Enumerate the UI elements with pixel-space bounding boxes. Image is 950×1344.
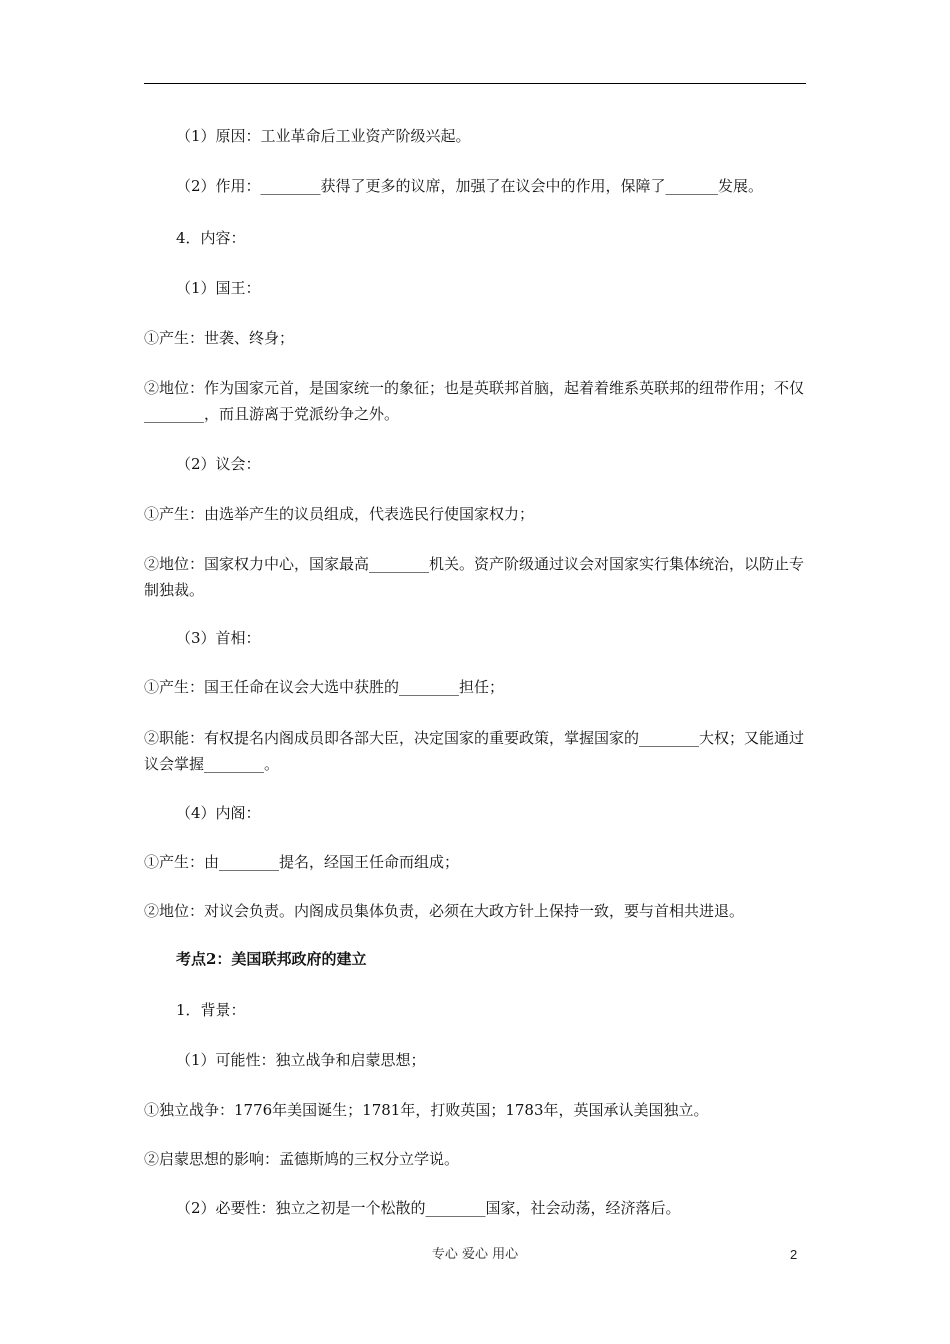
paragraph-pm-origin: ①产生：国王任命在议会大选中获胜的________担任； [144, 678, 505, 696]
paragraph-cabinet-status: ②地位：对议会负责。内阁成员集体负责，必须在大政方针上保持一致，要与首相共进退。 [144, 902, 745, 920]
footer-motto: 专心 爱心 用心 [431, 1247, 519, 1262]
paragraph-parliament-origin: ①产生：由选举产生的议员组成，代表选民行使国家权力； [144, 505, 535, 523]
paragraph-king-origin: ①产生：世袭、终身； [144, 329, 295, 347]
subheading-prime-minister: （3）首相： [176, 629, 261, 647]
subheading-parliament: （2）议会： [176, 455, 261, 473]
paragraph-pm-duties: ②职能：有权提名内阁成员即各部大臣，决定国家的重要政策，掌握国家的________大权；又能通过议会掌握________。 [144, 729, 805, 773]
section-heading-content: 4．内容： [176, 229, 246, 247]
paragraph-independence-war: ①独立战争：1776年美国诞生；1781年，打败英国；1783年，英国承认美国独立。 [144, 1101, 709, 1119]
paragraph-parliament-status: ②地位：国家权力中心，国家最高________机关。资产阶级通过议会对国家实行集体统治，以防止专制独裁。 [144, 555, 805, 599]
subheading-cabinet: （4）内阁： [176, 804, 261, 822]
paragraph-cause: （1）原因：工业革命后工业资产阶级兴起。 [176, 127, 471, 145]
paragraph-necessity: （2）必要性：独立之初是一个松散的________国家，社会动荡，经济落后。 [176, 1199, 681, 1217]
section-title-point-2: 考点2：美国联邦政府的建立 [176, 950, 367, 968]
paragraph-enlightenment: ②启蒙思想的影响：孟德斯鸠的三权分立学说。 [144, 1150, 460, 1168]
paragraph-cabinet-origin: ①产生：由________提名，经国王任命而组成； [144, 853, 460, 871]
paragraph-effect: （2）作用：________获得了更多的议席，加强了在议会中的作用，保障了_______发展。 [176, 177, 764, 195]
section-heading-background: 1．背景： [176, 1001, 246, 1019]
paragraph-king-status: ②地位：作为国家元首，是国家统一的象征；也是英联邦首脑，起着着维系英联邦的纽带作用；不仅________，而且游离于党派纷争之外。 [144, 379, 805, 423]
subheading-king: （1）国王： [176, 279, 261, 297]
page-number: 2 [790, 1247, 798, 1262]
header-rule [144, 83, 806, 84]
subheading-possibility: （1）可能性：独立战争和启蒙思想； [176, 1051, 426, 1069]
